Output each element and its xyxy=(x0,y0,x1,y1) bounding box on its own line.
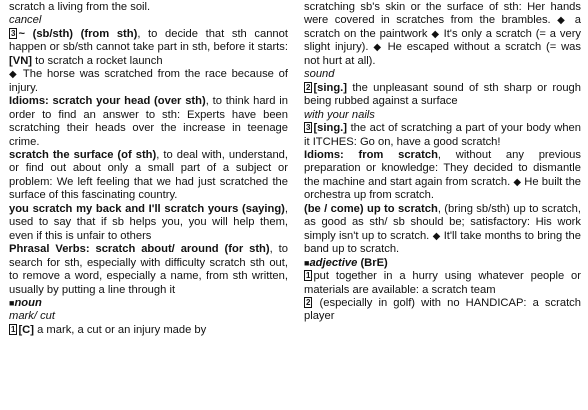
diamond-icon: ◆ xyxy=(432,230,441,242)
idiom-up-to-scratch: (be / come) up to scratch, (bring sb/sth) up to scratch, as good as sth/ sb should be; satisfactory: His work simply isn't up to scratch. ◆ It'll take months to bring the band up to scratch. xyxy=(304,202,581,256)
idiom-scratch-your-head: Idioms: scratch your head (over sth), to think hard in order to find an answer to sth: Experts have been scratching their heads over the increase in teenage crime. xyxy=(9,95,288,148)
adjective-sense-2: 2 (especially in golf) with no HANDICAP: a scratch player xyxy=(304,296,581,323)
idiom-from-scratch: Idioms: from scratch, without any previous preparation or knowledge: They decided to dismantle the machine and start again from scratch. ◆ He built the orchestra up from scratch. xyxy=(304,148,582,202)
idiom-scratch-my-back: you scratch my back and I'll scratch yours (saying), used to say that if sb helps you, you will help them, even if this is unfair to others xyxy=(9,202,288,242)
diamond-icon: ◆ xyxy=(431,28,440,40)
sense-number-badge: 1 xyxy=(306,271,311,281)
sense-number-badge: 1 xyxy=(11,324,16,334)
diamond-icon: ◆ xyxy=(373,42,383,54)
noun-sense-3: 3 [sing.] the act of scratching a part of your body when it ITCHES: Go on, have a good scratch! xyxy=(304,122,581,148)
sense-number-badge: 3 xyxy=(11,28,16,38)
sense-gloss: with your nails xyxy=(304,108,375,121)
diamond-icon: ◆ xyxy=(557,15,569,27)
noun-sense-1-continued: scratching sb's skin or the surface of sth: Her hands were covered in scratches from the brambles. ◆ a scratch on the paintwork ◆ It's only a scratch (= a very slight injury). ◆ He escaped without a scratch (= was not hurt at all). xyxy=(304,1,582,67)
phrasal-verbs: Phrasal Verbs: scratch about/ around (for sth), to search for sth, especially with difficulty scratch sth out, to remove a word, especially a name, from sth written, usually by putting a line through it xyxy=(9,243,288,296)
noun-sense-1: 1 [C] a mark, a cut or an injury made by xyxy=(11,323,207,336)
part-of-speech-adjective: ■adjective (BrE) xyxy=(304,256,388,269)
square-bullet-icon: ■ xyxy=(304,257,310,268)
sense-gloss: cancel xyxy=(9,14,42,27)
diamond-icon: ◆ xyxy=(9,69,19,81)
square-bullet-icon: ■ xyxy=(9,297,15,308)
sense-gloss: mark/ cut xyxy=(9,310,56,323)
sense-3-definition: 3 ~ (sb/sth) (from sth), to decide that sth cannot happen or sb/sth cannot take part in sth, before it starts: [VN] to scratch a rocket launch ◆ The horse was scratched from the race because of injury. xyxy=(9,27,288,94)
part-of-speech-noun: ■noun xyxy=(9,296,42,309)
diamond-icon: ◆ xyxy=(513,176,522,188)
entry-fragment: scratch a living from the soil. xyxy=(9,1,151,13)
adjective-sense-1: 1 put together in a hurry using whatever people or materials are available: a scratch team xyxy=(304,270,581,296)
sense-number-badge: 2 xyxy=(306,297,311,307)
sense-gloss: sound xyxy=(304,68,335,81)
left-column xyxy=(9,1,288,337)
sense-number-badge: 3 xyxy=(306,123,311,133)
sense-number-badge: 2 xyxy=(306,82,311,92)
right-column xyxy=(304,1,581,324)
idiom-scratch-the-surface: scratch the surface (of sth), to deal with, understand, or find out about only a small part of a subject or problem: We left feeling that we had just scratched the surface of this fascinating country. xyxy=(9,148,288,202)
noun-sense-2: 2 [sing.] the unpleasant sound of sth sharp or rough being rubbed against a surface xyxy=(304,81,581,108)
